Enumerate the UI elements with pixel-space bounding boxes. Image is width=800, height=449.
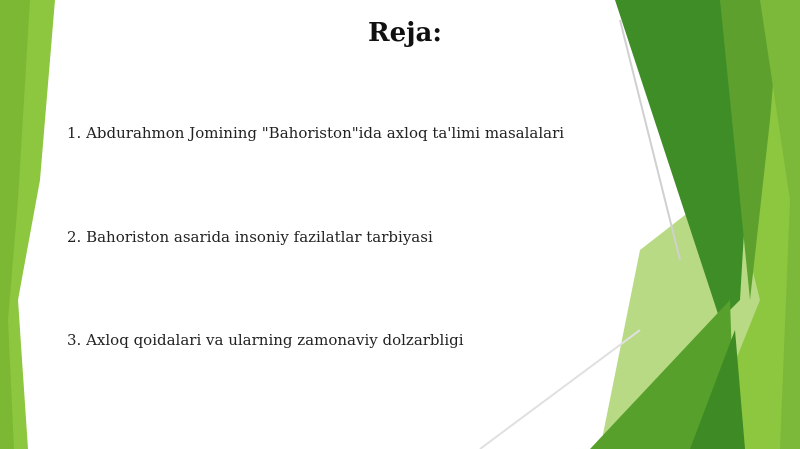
plan-item-3: 3. Axloq qoidalari va ularning zamonaviy dolzarbligi: [67, 331, 464, 349]
plan-item-1: 1. Abdurahmon Jomining "Bahoriston"ida axloq ta'limi masalalari: [67, 124, 565, 142]
slide-title: Reja:: [367, 18, 442, 48]
plan-item-2: 2. Bahoriston asarida insoniy fazilatlar tarbiyasi: [67, 228, 433, 246]
